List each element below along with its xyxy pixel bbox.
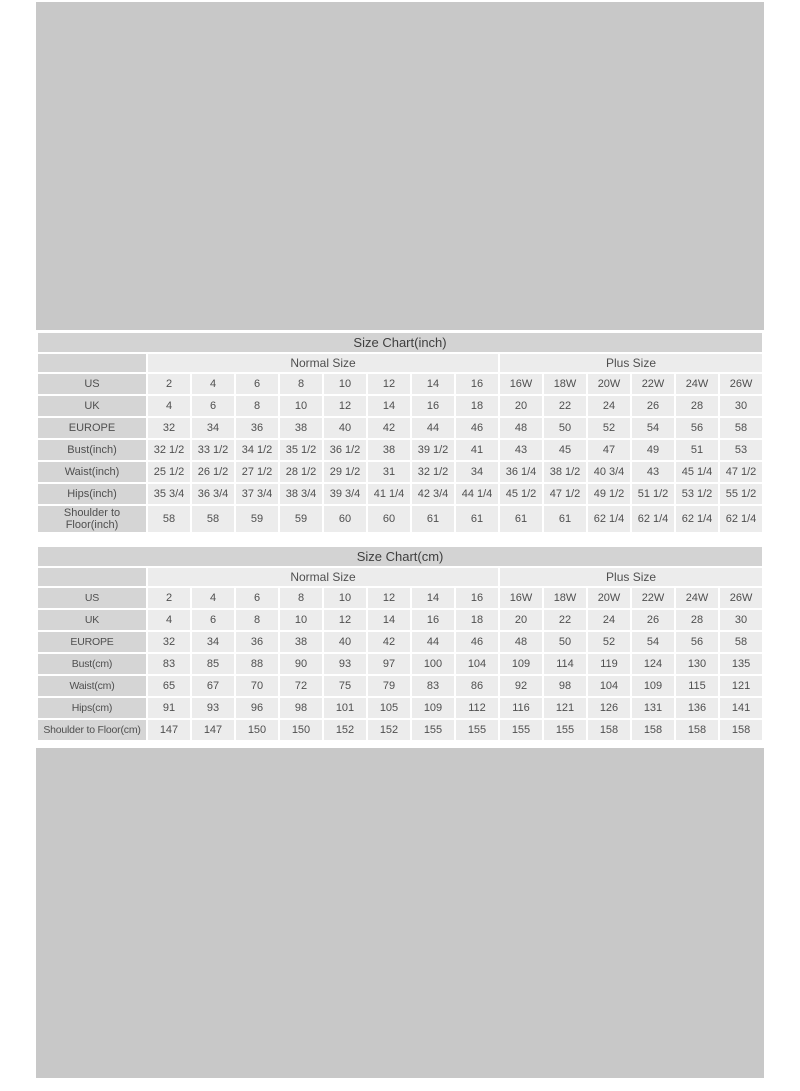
size-value-cell: 35 3/4 (148, 484, 190, 504)
size-value-cell: 124 (632, 654, 674, 674)
size-value-cell: 31 (368, 462, 410, 482)
size-value-cell: 20W (588, 374, 630, 394)
size-value-cell: 62 1/4 (676, 506, 718, 532)
size-value-cell: 26 (632, 396, 674, 416)
size-value-cell: 32 (148, 632, 190, 652)
size-value-cell: 29 1/2 (324, 462, 366, 482)
size-value-cell: 155 (412, 720, 454, 740)
size-value-cell: 115 (676, 676, 718, 696)
group-header-row (38, 354, 762, 372)
size-value-cell: 14 (368, 396, 410, 416)
row-label: Bust(inch) (38, 440, 146, 460)
size-value-cell: 36 3/4 (192, 484, 234, 504)
size-value-cell: 40 3/4 (588, 462, 630, 482)
size-value-cell: 44 1/4 (456, 484, 498, 504)
row-label: Waist(cm) (38, 676, 146, 696)
size-value-cell: 18 (456, 610, 498, 630)
size-value-cell: 104 (588, 676, 630, 696)
size-value-cell: 96 (236, 698, 278, 718)
table-row (38, 632, 762, 652)
size-value-cell: 52 (588, 632, 630, 652)
size-value-cell: 109 (632, 676, 674, 696)
table-row (38, 396, 762, 416)
size-value-cell: 92 (500, 676, 542, 696)
size-value-cell: 43 (632, 462, 674, 482)
size-value-cell: 50 (544, 632, 586, 652)
size-value-cell: 98 (280, 698, 322, 718)
row-label: EUROPE (38, 418, 146, 438)
size-value-cell: 47 1/2 (720, 462, 762, 482)
size-chart-section (36, 330, 764, 748)
size-value-cell: 4 (192, 588, 234, 608)
size-value-cell: 24 (588, 610, 630, 630)
size-value-cell: 10 (280, 610, 322, 630)
size-value-cell: 70 (236, 676, 278, 696)
row-label: EUROPE (38, 632, 146, 652)
size-value-cell: 58 (192, 506, 234, 532)
size-value-cell: 18W (544, 588, 586, 608)
size-value-cell: 38 3/4 (280, 484, 322, 504)
row-label: US (38, 374, 146, 394)
product-image-placeholder-top (36, 2, 764, 330)
size-value-cell: 45 (544, 440, 586, 460)
size-value-cell: 39 3/4 (324, 484, 366, 504)
size-value-cell: 26W (720, 588, 762, 608)
size-value-cell: 22 (544, 610, 586, 630)
size-value-cell: 53 (720, 440, 762, 460)
table-row (38, 506, 762, 532)
size-value-cell: 12 (324, 610, 366, 630)
size-value-cell: 158 (676, 720, 718, 740)
size-value-cell: 16W (500, 588, 542, 608)
product-image-placeholder-bottom (36, 748, 764, 1078)
row-label: Bust(cm) (38, 654, 146, 674)
table-title-row (38, 547, 762, 566)
size-value-cell: 72 (280, 676, 322, 696)
size-value-cell: 155 (544, 720, 586, 740)
size-value-cell: 121 (720, 676, 762, 696)
table-row (38, 588, 762, 608)
size-value-cell: 67 (192, 676, 234, 696)
row-label: UK (38, 396, 146, 416)
row-label: Hips(inch) (38, 484, 146, 504)
size-value-cell: 101 (324, 698, 366, 718)
size-value-cell: 152 (368, 720, 410, 740)
group-spacer-cell (38, 568, 146, 586)
content-column (36, 0, 764, 1078)
size-value-cell: 65 (148, 676, 190, 696)
size-value-cell: 98 (544, 676, 586, 696)
table-row (38, 484, 762, 504)
size-value-cell: 54 (632, 632, 674, 652)
size-value-cell: 116 (500, 698, 542, 718)
size-value-cell: 60 (324, 506, 366, 532)
size-value-cell: 42 (368, 418, 410, 438)
size-value-cell: 130 (676, 654, 718, 674)
size-value-cell: 14 (412, 374, 454, 394)
size-value-cell: 61 (456, 506, 498, 532)
size-value-cell: 34 (192, 418, 234, 438)
size-value-cell: 42 (368, 632, 410, 652)
size-value-cell: 28 (676, 396, 718, 416)
size-value-cell: 38 (280, 632, 322, 652)
size-value-cell: 50 (544, 418, 586, 438)
size-value-cell: 90 (280, 654, 322, 674)
size-value-cell: 10 (280, 396, 322, 416)
size-value-cell: 104 (456, 654, 498, 674)
size-chart-cm-table (36, 545, 764, 742)
size-value-cell: 42 3/4 (412, 484, 454, 504)
size-value-cell: 40 (324, 632, 366, 652)
size-value-cell: 33 1/2 (192, 440, 234, 460)
size-value-cell: 152 (324, 720, 366, 740)
size-value-cell: 52 (588, 418, 630, 438)
size-value-cell: 158 (632, 720, 674, 740)
size-value-cell: 25 1/2 (148, 462, 190, 482)
size-value-cell: 49 1/2 (588, 484, 630, 504)
table-row (38, 610, 762, 630)
size-value-cell: 36 1/2 (324, 440, 366, 460)
size-value-cell: 41 (456, 440, 498, 460)
size-value-cell: 62 1/4 (720, 506, 762, 532)
table-row (38, 654, 762, 674)
size-value-cell: 14 (412, 588, 454, 608)
size-value-cell: 131 (632, 698, 674, 718)
size-value-cell: 58 (720, 418, 762, 438)
size-value-cell: 44 (412, 632, 454, 652)
size-value-cell: 112 (456, 698, 498, 718)
size-value-cell: 18W (544, 374, 586, 394)
size-value-cell: 147 (192, 720, 234, 740)
size-value-cell: 10 (324, 374, 366, 394)
size-value-cell: 12 (368, 374, 410, 394)
size-value-cell: 147 (148, 720, 190, 740)
size-value-cell: 62 1/4 (588, 506, 630, 532)
size-value-cell: 6 (236, 374, 278, 394)
size-value-cell: 34 (192, 632, 234, 652)
size-value-cell: 8 (280, 588, 322, 608)
size-value-cell: 155 (456, 720, 498, 740)
size-value-cell: 20W (588, 588, 630, 608)
size-value-cell: 16 (412, 396, 454, 416)
size-value-cell: 83 (148, 654, 190, 674)
size-value-cell: 51 (676, 440, 718, 460)
size-value-cell: 43 (500, 440, 542, 460)
size-value-cell: 36 1/4 (500, 462, 542, 482)
table-title: Size Chart(cm) (38, 547, 762, 566)
size-value-cell: 36 (236, 632, 278, 652)
row-label: UK (38, 610, 146, 630)
size-value-cell: 126 (588, 698, 630, 718)
size-value-cell: 56 (676, 418, 718, 438)
size-value-cell: 20 (500, 396, 542, 416)
size-value-cell: 8 (280, 374, 322, 394)
row-label: Hips(cm) (38, 698, 146, 718)
size-value-cell: 93 (192, 698, 234, 718)
size-value-cell: 59 (280, 506, 322, 532)
size-value-cell: 36 (236, 418, 278, 438)
table-row (38, 440, 762, 460)
size-value-cell: 12 (324, 396, 366, 416)
size-value-cell: 60 (368, 506, 410, 532)
size-value-cell: 158 (720, 720, 762, 740)
group-header-plus-size: Plus Size (500, 354, 762, 372)
size-value-cell: 61 (412, 506, 454, 532)
size-value-cell: 47 (588, 440, 630, 460)
size-value-cell: 59 (236, 506, 278, 532)
size-value-cell: 51 1/2 (632, 484, 674, 504)
size-value-cell: 141 (720, 698, 762, 718)
row-label: US (38, 588, 146, 608)
size-value-cell: 18 (456, 396, 498, 416)
size-value-cell: 14 (368, 610, 410, 630)
size-value-cell: 48 (500, 418, 542, 438)
size-value-cell: 6 (192, 396, 234, 416)
size-value-cell: 26 1/2 (192, 462, 234, 482)
size-value-cell: 22W (632, 374, 674, 394)
size-value-cell: 88 (236, 654, 278, 674)
size-value-cell: 75 (324, 676, 366, 696)
size-value-cell: 8 (236, 396, 278, 416)
size-value-cell: 53 1/2 (676, 484, 718, 504)
size-value-cell: 10 (324, 588, 366, 608)
size-value-cell: 35 1/2 (280, 440, 322, 460)
size-value-cell: 38 (280, 418, 322, 438)
size-value-cell: 158 (588, 720, 630, 740)
size-value-cell: 135 (720, 654, 762, 674)
size-value-cell: 58 (720, 632, 762, 652)
size-value-cell: 109 (412, 698, 454, 718)
size-value-cell: 41 1/4 (368, 484, 410, 504)
size-value-cell: 114 (544, 654, 586, 674)
size-value-cell: 4 (148, 610, 190, 630)
size-value-cell: 40 (324, 418, 366, 438)
size-value-cell: 4 (148, 396, 190, 416)
size-value-cell: 30 (720, 610, 762, 630)
size-value-cell: 6 (192, 610, 234, 630)
table-row (38, 462, 762, 482)
size-value-cell: 24 (588, 396, 630, 416)
size-value-cell: 8 (236, 610, 278, 630)
size-value-cell: 28 (676, 610, 718, 630)
table-row (38, 418, 762, 438)
table-title-row (38, 333, 762, 352)
group-header-row (38, 568, 762, 586)
size-value-cell: 4 (192, 374, 234, 394)
size-value-cell: 16 (456, 374, 498, 394)
table-row (38, 720, 762, 740)
size-value-cell: 121 (544, 698, 586, 718)
size-value-cell: 34 (456, 462, 498, 482)
row-label: Shoulder to Floor(inch) (38, 506, 146, 532)
size-value-cell: 38 (368, 440, 410, 460)
size-value-cell: 105 (368, 698, 410, 718)
size-value-cell: 150 (236, 720, 278, 740)
size-value-cell: 100 (412, 654, 454, 674)
group-header-normal-size: Normal Size (148, 354, 498, 372)
size-value-cell: 37 3/4 (236, 484, 278, 504)
size-value-cell: 93 (324, 654, 366, 674)
size-value-cell: 2 (148, 374, 190, 394)
size-value-cell: 97 (368, 654, 410, 674)
size-value-cell: 32 1/2 (412, 462, 454, 482)
size-value-cell: 28 1/2 (280, 462, 322, 482)
size-value-cell: 79 (368, 676, 410, 696)
size-value-cell: 44 (412, 418, 454, 438)
size-value-cell: 16W (500, 374, 542, 394)
size-value-cell: 38 1/2 (544, 462, 586, 482)
size-value-cell: 27 1/2 (236, 462, 278, 482)
size-value-cell: 30 (720, 396, 762, 416)
table-row (38, 374, 762, 394)
size-value-cell: 16 (412, 610, 454, 630)
row-label: Waist(inch) (38, 462, 146, 482)
size-value-cell: 58 (148, 506, 190, 532)
group-spacer-cell (38, 354, 146, 372)
size-value-cell: 62 1/4 (632, 506, 674, 532)
table-row (38, 698, 762, 718)
table-title: Size Chart(inch) (38, 333, 762, 352)
row-label: Shoulder to Floor(cm) (38, 720, 146, 740)
size-value-cell: 6 (236, 588, 278, 608)
size-value-cell: 109 (500, 654, 542, 674)
size-value-cell: 45 1/2 (500, 484, 542, 504)
size-value-cell: 16 (456, 588, 498, 608)
size-value-cell: 47 1/2 (544, 484, 586, 504)
size-value-cell: 24W (676, 374, 718, 394)
size-value-cell: 91 (148, 698, 190, 718)
group-header-normal-size: Normal Size (148, 568, 498, 586)
size-value-cell: 150 (280, 720, 322, 740)
size-value-cell: 119 (588, 654, 630, 674)
size-value-cell: 20 (500, 610, 542, 630)
size-value-cell: 55 1/2 (720, 484, 762, 504)
size-value-cell: 39 1/2 (412, 440, 454, 460)
size-value-cell: 56 (676, 632, 718, 652)
group-header-plus-size: Plus Size (500, 568, 762, 586)
size-value-cell: 26 (632, 610, 674, 630)
table-row (38, 676, 762, 696)
size-value-cell: 136 (676, 698, 718, 718)
size-value-cell: 2 (148, 588, 190, 608)
size-value-cell: 46 (456, 418, 498, 438)
size-value-cell: 24W (676, 588, 718, 608)
size-value-cell: 61 (544, 506, 586, 532)
size-value-cell: 32 1/2 (148, 440, 190, 460)
size-value-cell: 34 1/2 (236, 440, 278, 460)
size-value-cell: 48 (500, 632, 542, 652)
size-value-cell: 54 (632, 418, 674, 438)
size-value-cell: 155 (500, 720, 542, 740)
size-value-cell: 46 (456, 632, 498, 652)
size-value-cell: 22 (544, 396, 586, 416)
size-value-cell: 32 (148, 418, 190, 438)
size-chart-inch-table (36, 331, 764, 534)
size-value-cell: 83 (412, 676, 454, 696)
size-value-cell: 61 (500, 506, 542, 532)
size-value-cell: 86 (456, 676, 498, 696)
size-value-cell: 85 (192, 654, 234, 674)
size-value-cell: 26W (720, 374, 762, 394)
size-value-cell: 22W (632, 588, 674, 608)
size-value-cell: 45 1/4 (676, 462, 718, 482)
size-value-cell: 12 (368, 588, 410, 608)
size-value-cell: 49 (632, 440, 674, 460)
